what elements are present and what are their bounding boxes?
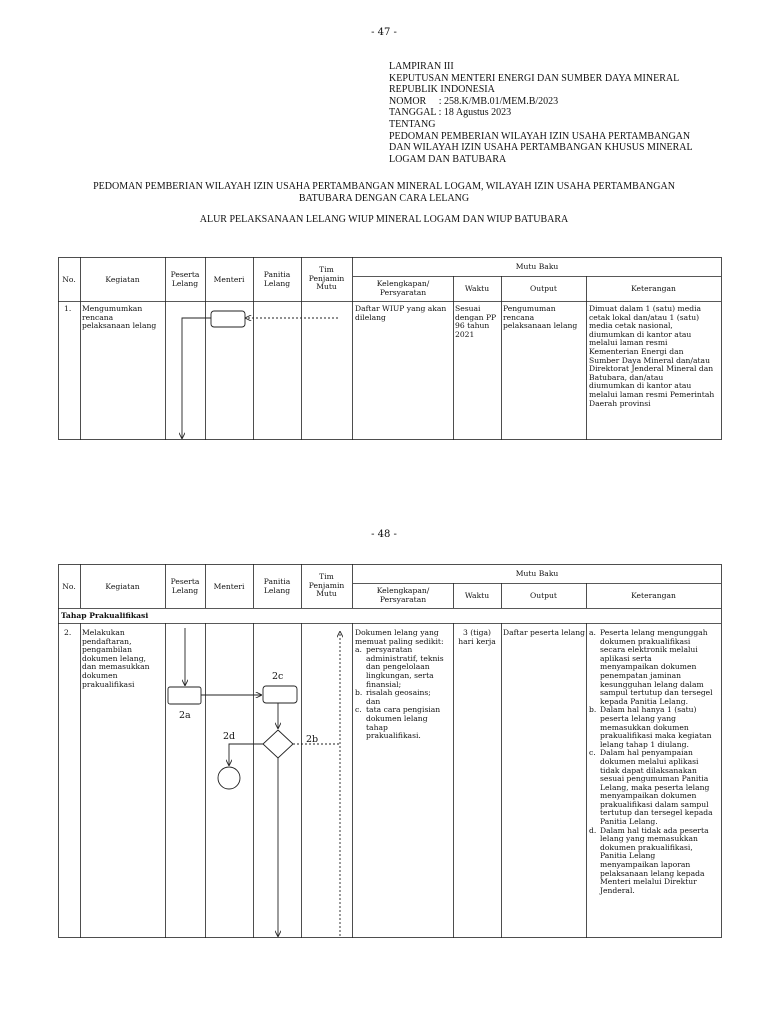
list-item-line: tidak dapat dilaksanakan (600, 765, 697, 775)
list-item-line: menyampaikan dokumen (600, 662, 697, 672)
list-marker: b. (589, 705, 597, 715)
col-header-kelengkapan-line: Persyaratan (379, 594, 427, 604)
list-item-line: Dalam hal hanya 1 (satu) (600, 705, 697, 715)
row2-kegiatan-line: dokumen lelang, (82, 653, 146, 663)
row2-kegiatan-line: Melakukan (82, 628, 125, 637)
col-header-peserta-line: Peserta (170, 270, 200, 279)
list-item-line: dan (366, 696, 381, 706)
row2-kegiatan-line: pendaftaran, (82, 636, 132, 646)
list-marker: b. (355, 688, 363, 698)
row1-kelengkapan-line: dilelang (355, 312, 386, 322)
list-item-line: sampul tertutup dan tersegel (600, 688, 713, 698)
flow-arrow-diamond-2d (229, 744, 263, 765)
col-header-mutu-baku: Mutu Baku (515, 569, 559, 578)
row2-no: 2. (64, 628, 72, 637)
list-item-line: Panitia Lelang. (600, 817, 658, 827)
row2-kelengkapan-list (355, 646, 453, 741)
list-item-line: pelaksanaan lelang kepada (600, 868, 705, 878)
col-header-tim-line: Penjamin (308, 273, 345, 283)
flow-end-circle (218, 767, 240, 789)
list-item-line: peserta lelang yang (600, 713, 676, 723)
col-header-kegiatan: Kegiatan (105, 582, 140, 591)
list-item (589, 827, 721, 896)
page-number-47: - 47 - (371, 27, 397, 38)
row2-keterangan-list (589, 629, 721, 895)
col-header-no: No. (62, 275, 76, 284)
col-header-menteri: Menteri (213, 275, 245, 284)
col-header-kelengkapan-line: Persyaratan (379, 287, 427, 297)
col-header-peserta-line: Peserta (170, 577, 200, 586)
list-marker: a. (589, 628, 596, 637)
list-item-line: Lelang, maka peserta lelang (600, 782, 710, 792)
list-item-line: lelang yang memasukkan (600, 834, 698, 844)
col-header-kelengkapan-line: Kelengkapan/ (376, 586, 430, 595)
col-header-keterangan: Keterangan (631, 284, 676, 293)
list-item-line: menyampaikan dokumen (600, 791, 697, 801)
list-item-line: Menteri melalui Direktur (600, 877, 697, 887)
row1-keterangan-line: cetak lokal dan/atau 1 (satu) (589, 312, 700, 322)
list-marker: a. (355, 645, 362, 655)
list-item-line: penempatan jaminan (600, 670, 682, 680)
list-item-line: Panitia Lelang (600, 851, 656, 861)
col-header-panitia-line: Lelang (263, 278, 291, 288)
row1-keterangan-line: diumumkan di kantor atau (589, 381, 692, 391)
list-item-line: Dalam hal penyampaian (600, 748, 693, 758)
list-item-line: tertutup dan tersegel kepada (600, 808, 713, 818)
header-line: DAN WILAYAH IZIN USAHA PERTAMBANGAN KHUSUS MINERAL (389, 142, 693, 154)
row2-kegiatan-line: pengambilan (82, 645, 132, 655)
row1-output-line: pelaksanaan lelang (503, 321, 578, 331)
list-item-line: dokumen prakualifikasi, (600, 842, 693, 852)
row1-keterangan-line: melalui laman resmi (589, 338, 668, 348)
header-line: LAMPIRAN III (389, 61, 454, 72)
list-item-line: dokumen lelang (366, 713, 428, 723)
list-item-line: aplikasi serta (600, 653, 652, 663)
subtitle: ALUR PELAKSANAAN LELANG WIUP MINERAL LOGAM DAN WIUP BATUBARA (199, 214, 569, 225)
row1-keterangan-line: media cetak nasional, (589, 321, 673, 331)
header-line: PEDOMAN PEMBERIAN WILAYAH IZIN USAHA PERTAMBANGAN (389, 130, 691, 142)
col-header-menteri: Menteri (213, 582, 245, 591)
row1-waktu-line: Sesuai (455, 304, 481, 313)
flow-label-2b: 2b (306, 734, 319, 745)
col-header-kegiatan: Kegiatan (105, 275, 140, 284)
list-item-line: prakualifikasi dalam sampul (600, 799, 709, 809)
list-item-line: lingkungan, serta (366, 670, 434, 680)
list-item-line: menyampaikan laporan (600, 860, 691, 870)
list-item-line: dan pengelolaan (366, 662, 430, 672)
col-header-no: No. (62, 582, 76, 591)
col-header-tim-line: Mutu (316, 282, 337, 292)
row1-waktu-line: dengan PP (455, 312, 497, 322)
header-line: REPUBLIK INDONESIA (389, 84, 495, 96)
list-item-line: Peserta lelang mengunggah (600, 628, 708, 637)
list-item-line: memasukkan dokumen (600, 722, 689, 732)
row2-waktu (453, 629, 501, 646)
row2-kegiatan (82, 629, 165, 689)
row1-keterangan-line: Daerah provinsi (589, 398, 651, 408)
row1-keterangan-line: Dimuat dalam 1 (satu) media (589, 304, 702, 313)
header-line: LOGAM DAN BATUBARA (389, 153, 507, 165)
list-item-line: Jenderal. (600, 885, 635, 895)
row1-kelengkapan-line: Daftar WIUP yang akan (355, 304, 447, 313)
main-title-line: PEDOMAN PEMBERIAN WILAYAH IZIN USAHA PERTAMBANGAN MINERAL LOGAM, WILAYAH IZIN USAHA PERTAMBANGAN (93, 181, 675, 192)
list-item-line: prakualifikasi. (366, 731, 421, 741)
list-item (589, 749, 721, 826)
col-header-peserta-line: Lelang (171, 585, 199, 595)
row2-kelengkapan (355, 629, 453, 741)
list-item-line: kepada Panitia Lelang. (600, 696, 688, 706)
page-number-48: - 48 - (371, 529, 397, 540)
col-header-tim-line: Tim (319, 572, 334, 581)
list-item-line: Dalam hal tidak ada peserta (600, 825, 709, 835)
header-line: TENTANG (389, 118, 436, 130)
row1-waktu-line: 96 tahun (455, 321, 490, 331)
header-nomor: NOMOR : 258.K/MB.01/MEM.B/2023 (389, 95, 559, 107)
col-header-output: Output (530, 591, 557, 600)
list-item (589, 706, 721, 749)
col-header-peserta-line: Lelang (171, 278, 199, 288)
row1-keterangan-line: Direktorat Jenderal Mineral dan (589, 364, 714, 374)
list-item-line: tahap (366, 722, 388, 732)
list-item-line: prakualifikasi maka kegiatan (600, 731, 712, 741)
section-label: Tahap Prakualifikasi (61, 611, 149, 620)
list-item-line: kesungguhan lelang dalam (600, 679, 704, 689)
flow-label-2d: 2d (223, 731, 236, 742)
row2-kelengkapan-line: Dokumen lelang yang (355, 628, 439, 637)
header-line: KEPUTUSAN MENTERI ENERGI DAN SUMBER DAYA MINERAL (389, 72, 680, 84)
flow-label-2c: 2c (272, 671, 284, 682)
list-marker: c. (355, 705, 362, 715)
list-item (355, 646, 453, 689)
flow-box-2c (263, 686, 297, 703)
row1-keterangan-line: Sumber Daya Mineral dan/atau (589, 355, 710, 365)
col-header-panitia-line: Panitia (263, 270, 291, 279)
col-header-kelengkapan-line: Kelengkapan/ (376, 279, 430, 288)
col-header-mutu-baku: Mutu Baku (515, 262, 559, 271)
list-marker: d. (589, 825, 597, 835)
list-item-line: dokumen melalui aplikasi (600, 756, 699, 766)
list-item (355, 689, 453, 706)
row1-kegiatan-line: Mengumumkan (82, 304, 143, 313)
row1-keterangan-line: Batubara, dan/atau (589, 372, 664, 382)
row2-keterangan (589, 629, 721, 895)
row2-output: Daftar peserta lelang (503, 628, 586, 637)
list-item-line: tata cara pengisian (366, 705, 441, 715)
row1-output-line: Pengumuman (503, 304, 556, 313)
header-tanggal: TANGGAL : 18 Agustus 2023 (389, 107, 512, 119)
row2-kegiatan-line: dokumen (82, 670, 118, 680)
col-header-tim-line: Tim (319, 265, 334, 274)
row1-keterangan-line: diumumkan di kantor atau (589, 329, 692, 339)
list-item-line: sesuai pengumuman Panitia (600, 774, 709, 784)
col-header-tim-line: Penjamin (308, 580, 345, 590)
main-title-line: BATUBARA DENGAN CARA LELANG (298, 193, 470, 204)
list-marker: c. (589, 748, 596, 758)
row1-kegiatan-line: pelaksanaan lelang (82, 321, 157, 331)
flow-decision-diamond (263, 730, 293, 758)
col-header-keterangan: Keterangan (631, 591, 676, 600)
flow-label-2a: 2a (179, 710, 191, 721)
flow-box-2a (168, 687, 201, 704)
row2-waktu-line: 3 (tiga) (462, 628, 492, 637)
col-header-waktu: Waktu (464, 284, 490, 293)
row2-kegiatan-line: dan memasukkan (82, 662, 150, 672)
col-header-output: Output (530, 284, 557, 293)
row1-keterangan-line: Kementerian Energi dan (589, 346, 684, 356)
row2-kelengkapan-line: memuat paling sedikit: (355, 636, 444, 646)
col-header-tim-line: Mutu (316, 589, 337, 599)
list-item-line: persyaratan (366, 645, 413, 655)
col-header-waktu: Waktu (464, 591, 490, 600)
row2-kegiatan-line: prakualifikasi (82, 679, 135, 689)
list-item-line: finansial; (366, 679, 402, 689)
row1-output-line: rencana (503, 312, 535, 322)
row1-kegiatan-line: rencana (82, 312, 114, 322)
list-item (589, 629, 721, 706)
list-item-line: lelang tahap 1 diulang. (600, 739, 689, 749)
list-item-line: secara elektronik melalui (600, 645, 698, 655)
list-item-line: dokumen prakualifikasi (600, 636, 691, 646)
col-header-panitia-line: Panitia (263, 577, 291, 586)
col-header-panitia-line: Lelang (263, 585, 291, 595)
row2-waktu-line: hari kerja (458, 636, 496, 646)
list-item-line: risalah geosains; (366, 688, 431, 698)
row1-keterangan-line: melalui laman resmi Pemerintah (589, 389, 715, 399)
row1-waktu-line: 2021 (455, 329, 475, 339)
list-item (355, 706, 453, 740)
row1-no: 1. (64, 304, 72, 313)
list-item-line: administratif, teknis (366, 653, 444, 663)
